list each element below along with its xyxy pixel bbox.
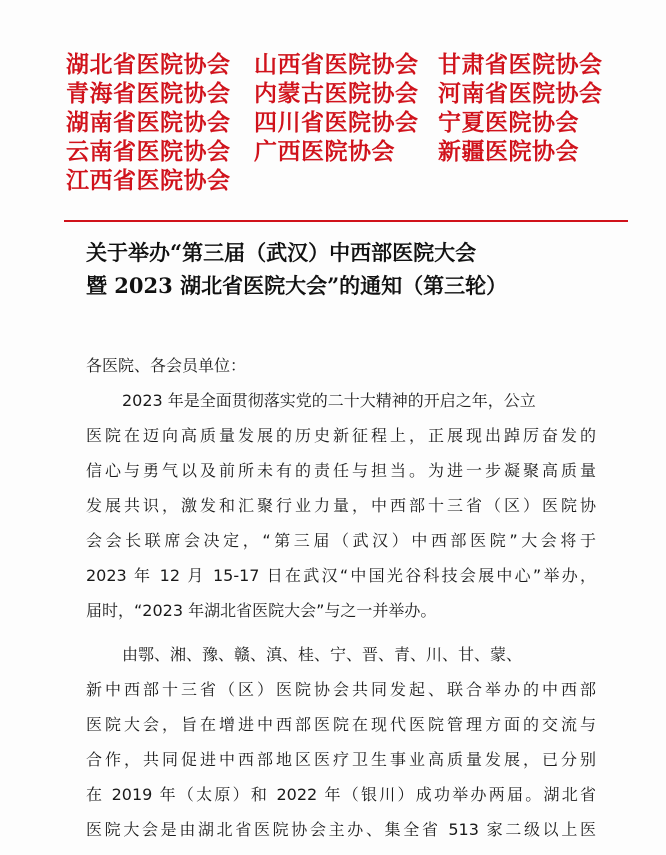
title-line-1: 关于举办“第三届（武汉）中西部医院大会 <box>86 240 477 265</box>
org-name: 甘肃省医院协会 <box>438 52 603 78</box>
paragraph-line: 信心与勇气以及前所未有的责任与担当。为进一步凝聚高质量 <box>86 461 596 480</box>
paragraph-line: 由鄂、湘、豫、赣、滇、桂、宁、晋、青、川、甘、蒙、 <box>122 645 523 664</box>
org-name: 湖南省医院协会 <box>66 110 231 136</box>
org-row <box>66 48 626 77</box>
org-row <box>66 135 626 164</box>
org-row <box>66 77 626 106</box>
paragraph-line: 医院大会是由湖北省医院协会主办、集全省 513 家二级以上医 <box>86 820 596 839</box>
org-name: 新疆医院协会 <box>438 139 579 165</box>
paragraph-line: 届时，“2023 年湖北省医院大会”与之一并举办。 <box>86 601 437 620</box>
paragraph-line: 2023 年 12 月 15-17 日在武汉“中国光谷科技会展中心”举办， <box>86 566 596 585</box>
notice-title <box>86 236 616 302</box>
org-name: 青海省医院协会 <box>66 81 231 107</box>
paragraph-line: 在 2019 年（太原）和 2022 年（银川）成功举办两届。湖北省 <box>86 785 596 804</box>
notice-body <box>86 348 596 847</box>
org-name: 湖北省医院协会 <box>66 52 231 78</box>
header-divider <box>64 220 628 222</box>
org-name: 山西省医院协会 <box>254 52 419 78</box>
organization-list <box>66 48 626 193</box>
salutation: 各医院、各会员单位： <box>86 356 247 375</box>
paragraph-line: 2023 年是全面贯彻落实党的二十大精神的开启之年，公立 <box>122 391 536 410</box>
org-name: 江西省医院协会 <box>66 168 231 194</box>
org-name: 河南省医院协会 <box>438 81 603 107</box>
org-name: 宁夏医院协会 <box>438 110 579 136</box>
paragraph-line: 合作，共同促进中西部地区医疗卫生事业高质量发展，已分别 <box>86 750 596 769</box>
org-row <box>66 164 626 193</box>
paragraph-line: 医院在迈向高质量发展的历史新征程上，正展现出踔厉奋发的 <box>86 426 596 445</box>
paragraph-line: 发展共识，激发和汇聚行业力量，中西部十三省（区）医院协 <box>86 496 596 515</box>
org-name: 四川省医院协会 <box>254 110 419 136</box>
org-name: 广西医院协会 <box>254 139 395 165</box>
paragraph-line: 会会长联席会决定，“第三届（武汉）中西部医院”大会将于 <box>86 531 596 550</box>
paragraph-line: 医院大会，旨在增进中西部医院在现代医院管理方面的交流与 <box>86 715 596 734</box>
org-row <box>66 106 626 135</box>
title-line-2: 暨 2023 湖北省医院大会”的通知（第三轮） <box>86 273 508 298</box>
org-name: 云南省医院协会 <box>66 139 231 165</box>
org-name: 内蒙古医院协会 <box>254 81 419 107</box>
paragraph-line: 新中西部十三省（区）医院协会共同发起、联合举办的中西部 <box>86 680 596 699</box>
